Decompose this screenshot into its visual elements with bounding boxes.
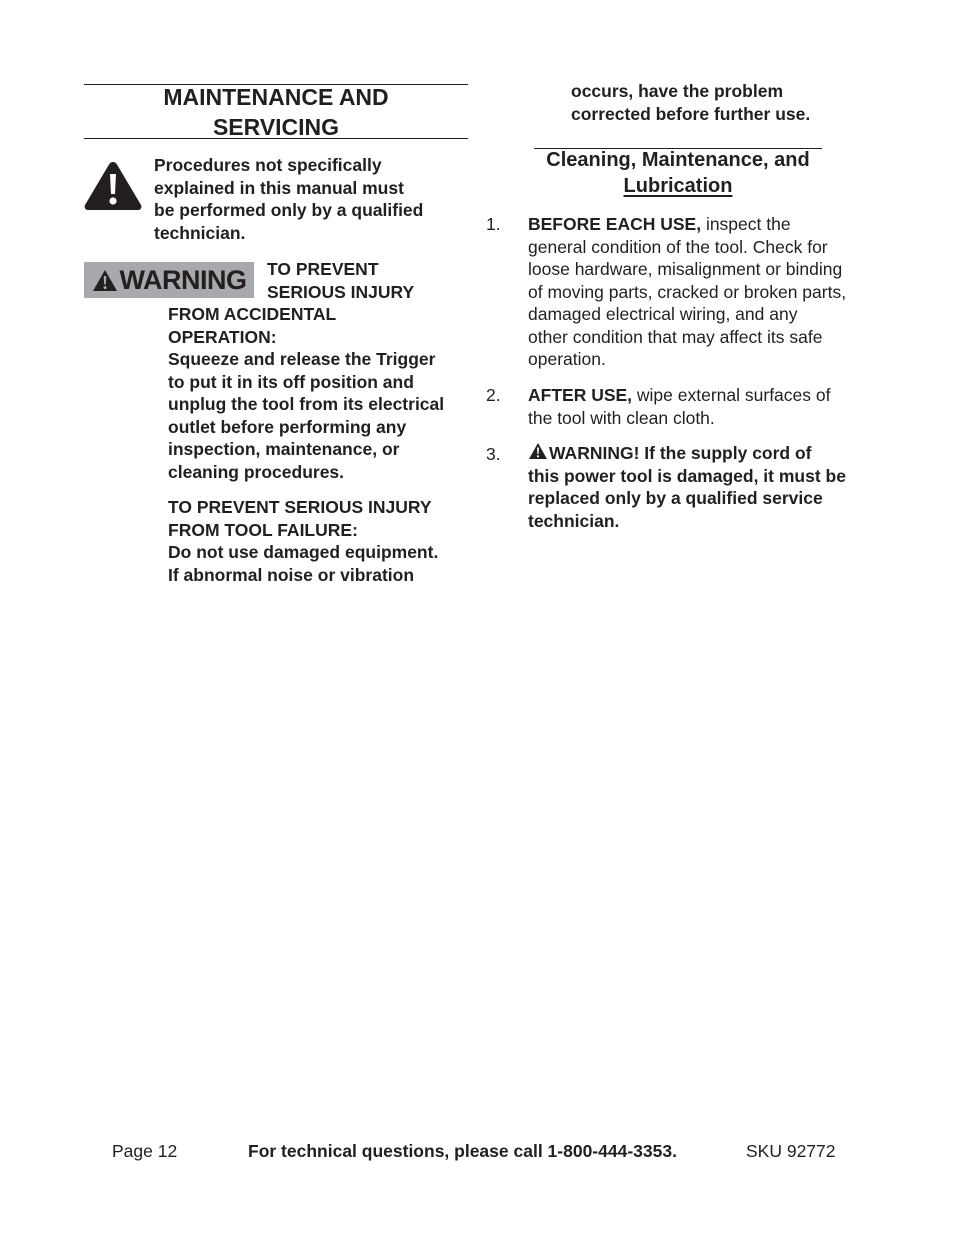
footer-page-number: Page 12	[112, 1141, 178, 1161]
list-item-first-rest: inspect the	[701, 214, 791, 234]
section-title-rule-bottom	[84, 138, 468, 139]
warning-text-line: inspection, maintenance, or	[168, 439, 400, 459]
list-item-line: loose hardware, misalignment or binding	[528, 259, 843, 279]
section-title-line-2: SERVICING	[212, 114, 340, 140]
cleaning-title-line-2: Lubrication	[623, 175, 733, 197]
warning-text-line: Squeeze and release the Trigger	[168, 349, 436, 369]
warning-accident-heading-top	[267, 258, 414, 303]
list-item	[528, 384, 830, 429]
warning-badge-label: WARNING	[119, 264, 247, 295]
warning-text-line: outlet before performing any	[168, 416, 407, 437]
exclamation-triangle-icon	[83, 160, 143, 212]
footer-contact: For technical questions, please call 1-800-444-3353.	[248, 1141, 677, 1161]
warning-heading-line: FROM ACCIDENTAL	[168, 304, 337, 324]
warning-text-line: cleaning procedures.	[168, 461, 345, 482]
section-title-line-1: MAINTENANCE AND	[163, 84, 389, 110]
list-item-line: damaged electrical wiring, and any	[528, 304, 798, 324]
warning-triangle-icon	[92, 269, 118, 292]
list-item-line: technician.	[528, 510, 620, 531]
caution-line: technician.	[154, 222, 246, 243]
warning-text-line: corrected before further use.	[571, 103, 811, 124]
warning-heading-line: FROM TOOL FAILURE:	[168, 519, 358, 540]
list-item-line: general condition of the tool. Check for	[528, 236, 828, 257]
list-item-number: 1.	[486, 214, 501, 234]
list-item-line: replaced only by a qualified service	[528, 488, 823, 508]
list-item-first-line	[528, 442, 846, 465]
caution-line: explained in this manual must	[154, 177, 404, 198]
warning-failure-block	[168, 496, 438, 586]
warning-text-line: Do not use damaged equipment.	[168, 542, 439, 562]
warning-badge	[84, 262, 254, 298]
caution-line: be performed only by a qualified	[154, 200, 424, 220]
list-item-first-rest: wipe external surfaces of	[632, 385, 831, 405]
warning-triangle-icon	[528, 442, 548, 460]
warning-accident-block	[168, 303, 444, 483]
list-item-number: 2.	[486, 385, 501, 405]
list-item-line: other condition that may affect its safe	[528, 326, 823, 347]
list-item-number: 3.	[486, 444, 501, 464]
list-item-warning-text: WARNING! If the supply cord of	[549, 443, 812, 463]
warning-heading-line: TO PREVENT	[267, 259, 379, 279]
caution-line: Procedures not specifically	[154, 155, 382, 175]
list-item-lead: AFTER USE,	[528, 385, 633, 405]
warning-heading-line: SERIOUS INJURY	[267, 281, 415, 302]
warning-text-line: unplug the tool from its electrical	[168, 394, 445, 414]
list-item-lead: BEFORE EACH USE,	[528, 214, 702, 234]
list-item-line: the tool with clean cloth.	[528, 407, 715, 428]
list-item-line: operation.	[528, 349, 606, 369]
warning-text-line: occurs, have the problem	[571, 81, 784, 101]
warning-heading-line: TO PREVENT SERIOUS INJURY	[168, 497, 432, 517]
cleaning-title	[514, 147, 842, 199]
section-title	[84, 82, 468, 142]
list-item-line: this power tool is damaged, it must be	[528, 465, 846, 486]
warning-text-line: If abnormal noise or vibration	[168, 564, 415, 585]
cleaning-title-line-1: Cleaning, Maintenance, and	[546, 149, 810, 171]
list-item-line: of moving parts, cracked or broken parts,	[528, 281, 847, 302]
warning-text-line: to put it in its off position and	[168, 371, 414, 392]
list-item	[528, 442, 846, 532]
list-item	[528, 213, 846, 371]
footer-sku: SKU 92772	[746, 1141, 836, 1161]
warning-failure-continued	[571, 80, 810, 125]
caution-text	[154, 154, 423, 244]
list-item-first-line	[528, 213, 846, 236]
list-item-first-line	[528, 384, 830, 407]
warning-heading-line: OPERATION:	[168, 326, 277, 347]
